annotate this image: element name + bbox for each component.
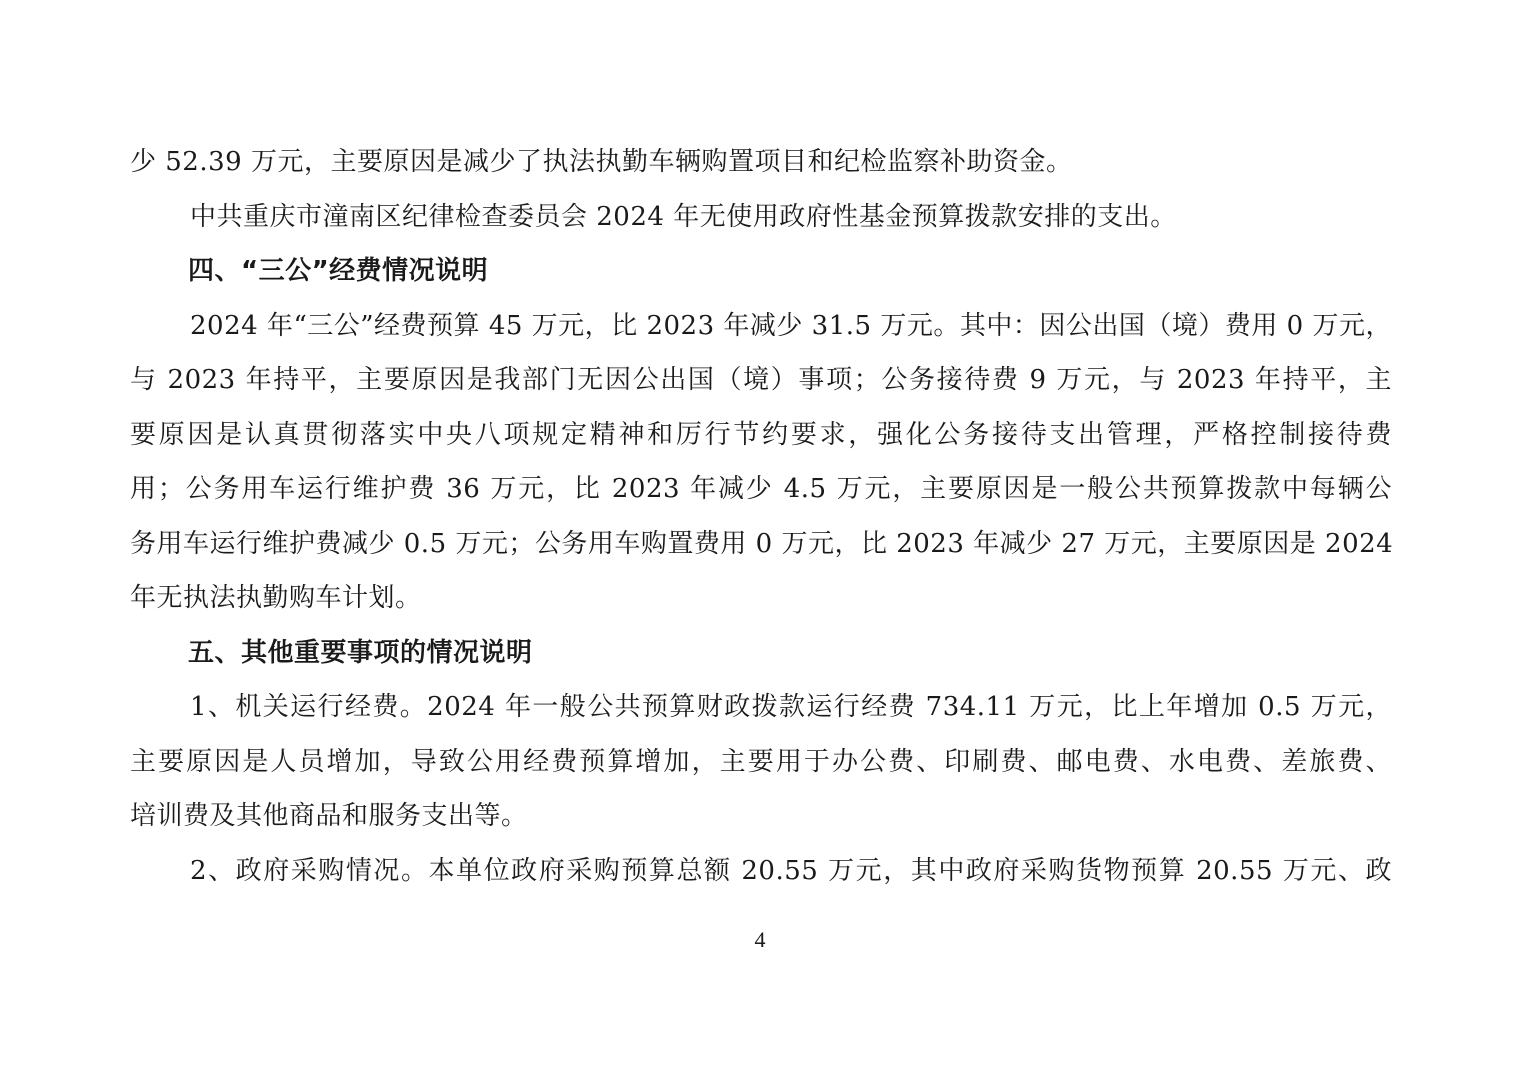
paragraph-line: 2024 年“三公”经费预算 45 万元，比 2023 年减少 31.5 万元。其中：因公出国（境）费用 0 万元， — [190, 310, 1392, 341]
paragraph-line: 用；公务用车运行维护费 36 万元，比 2023 年减少 4.5 万元，主要原因是一般公共预算拨款中每辆公 — [130, 474, 1392, 504]
paragraph-line: 务用车运行维护费减少 0.5 万元；公务用车购置费用 0 万元，比 2023 年减少 27 万元，主要原因是 2024 — [130, 528, 1394, 559]
paragraph-line: 2、政府采购情况。本单位政府采购预算总额 20.55 万元，其中政府采购货物预算 20.55 万元、政 — [190, 855, 1392, 886]
paragraph-line: 年无执法执勤购车计划。 — [130, 583, 422, 613]
paragraph-line: 中共重庆市潼南区纪律检查委员会 2024 年无使用政府性基金预算拨款安排的支出。 — [190, 201, 1177, 232]
page-number: 4 — [754, 927, 766, 952]
paragraph-line: 与 2023 年持平，主要原因是我部门无因公出国（境）事项；公务接待费 9 万元，与 2023 年持平，主 — [130, 365, 1392, 395]
paragraph-line: 培训费及其他商品和服务支出等。 — [130, 801, 528, 831]
section-heading: 四、“三公”经费情况说明 — [188, 256, 489, 286]
paragraph-line: 主要原因是人员增加，导致公用经费预算增加，主要用于办公费、印刷费、邮电费、水电费、差旅费、 — [130, 746, 1392, 777]
paragraph-line: 要原因是认真贯彻落实中央八项规定精神和厉行节约要求，强化公务接待支出管理，严格控制接待费 — [130, 419, 1392, 450]
paragraph-line: 少 52.39 万元，主要原因是减少了执法执勤车辆购置项目和纪检监察补助资金。 — [130, 147, 1073, 177]
paragraph-line: 1、机关运行经费。2024 年一般公共预算财政拨款运行经费 734.11 万元，比上年增加 0.5 万元， — [190, 692, 1392, 722]
document-body — [130, 135, 1392, 898]
section-heading: 五、其他重要事项的情况说明 — [188, 637, 533, 668]
